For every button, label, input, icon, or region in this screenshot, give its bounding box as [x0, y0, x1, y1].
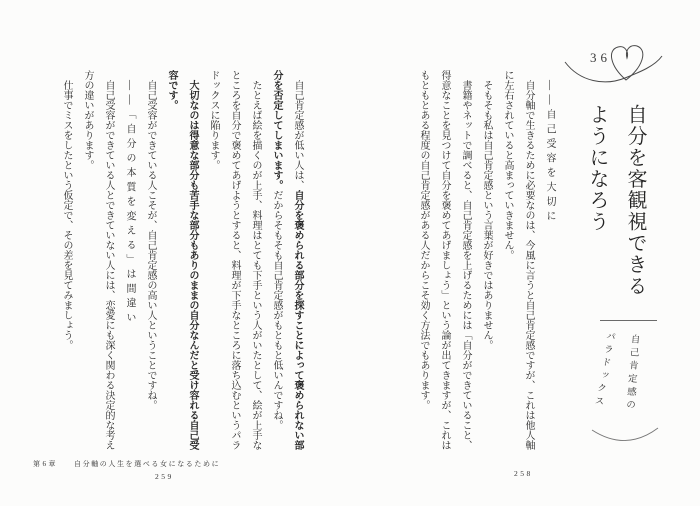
- text-segment: だからそもそも自己肯定感がもともと低いんですね。: [271, 190, 282, 430]
- running-footer: [33, 459, 220, 469]
- page-title-line-2: ようになろう: [586, 104, 608, 233]
- page-title: [578, 104, 654, 297]
- subtitle-line-1: 自己肯定感の: [623, 333, 639, 413]
- emphasized-text-segment: 自分を褒められる部分を探すことによって褒められない部分を否定してしまいます。: [271, 70, 303, 450]
- text-segment: たとえば絵を描くのが上手、料理はとても下手という人がいたとして、絵が上手なところを自分で褒めてあげようとすると、料理が下手なところに落ち込むというパラドックスに陥ります。: [208, 70, 261, 450]
- text-segment: 自己肯定感が低い人は、: [292, 80, 303, 190]
- body-paragraph: [413, 70, 476, 456]
- text-segment: 自分軸で生きるために必要なのは、今風に言うと自己肯定感ですが、これは他人軸に左右されていると高まっていきません。: [502, 70, 534, 450]
- subtitle-divider: [600, 320, 657, 321]
- body-paragraph: [497, 70, 539, 456]
- decorative-arc: [588, 424, 662, 450]
- section-heading: ――「自分の本質を変える」は間違い: [124, 80, 135, 327]
- body-paragraph: [56, 70, 77, 456]
- emphasized-text-segment: 大切なのは得意な部分も苦手な部分もありのままの自分なんだと受け容れる自己受容です。: [166, 70, 198, 450]
- page-number-right: 258: [514, 469, 533, 478]
- text-segment: 書籍やネットで調べると、自己肯定感を上げるためには「自分ができていること、得意なことを見つけて自分を褒めてあげましょう」という論が出てきますが、これはもともとある程度の自己肯定感がある人だからこそ効く方法でもあります。: [418, 70, 471, 450]
- chapter-title: 自分軸の人生を選べる女になるために: [74, 460, 221, 468]
- text-segment: そもそも私は自己肯定感という言葉が好きではありません。: [481, 80, 492, 350]
- chapter-label: 第6章: [33, 460, 58, 468]
- left-page-body: [46, 70, 308, 456]
- heart-doodle-icon: [560, 33, 675, 91]
- body-paragraph: [140, 70, 161, 456]
- chapter-item-number: 36: [590, 50, 611, 65]
- body-paragraph: [77, 70, 119, 456]
- body-paragraph: [266, 70, 308, 456]
- body-paragraph: [476, 70, 497, 456]
- body-paragraph: [203, 70, 266, 456]
- page-title-line-1: 自分を客観視できる: [624, 104, 646, 297]
- body-paragraph: [161, 70, 203, 456]
- text-segment: 自己受容ができている人こそが、自己肯定感の高い人ということですね。: [145, 80, 156, 410]
- section-heading: ――自己受容を大切に: [544, 80, 555, 225]
- text-segment: 仕事でミスをしたという仮定で、その差を見てみましょう。: [61, 80, 72, 350]
- text-segment: 自己受容ができている人とできていない人には、恋愛にも深く関わる決定的な考え方の違いがあります。: [82, 70, 114, 450]
- subtitle-line-2: パラドックス: [591, 330, 615, 410]
- page-number-left: 259: [155, 472, 174, 481]
- right-page-body: [400, 70, 560, 456]
